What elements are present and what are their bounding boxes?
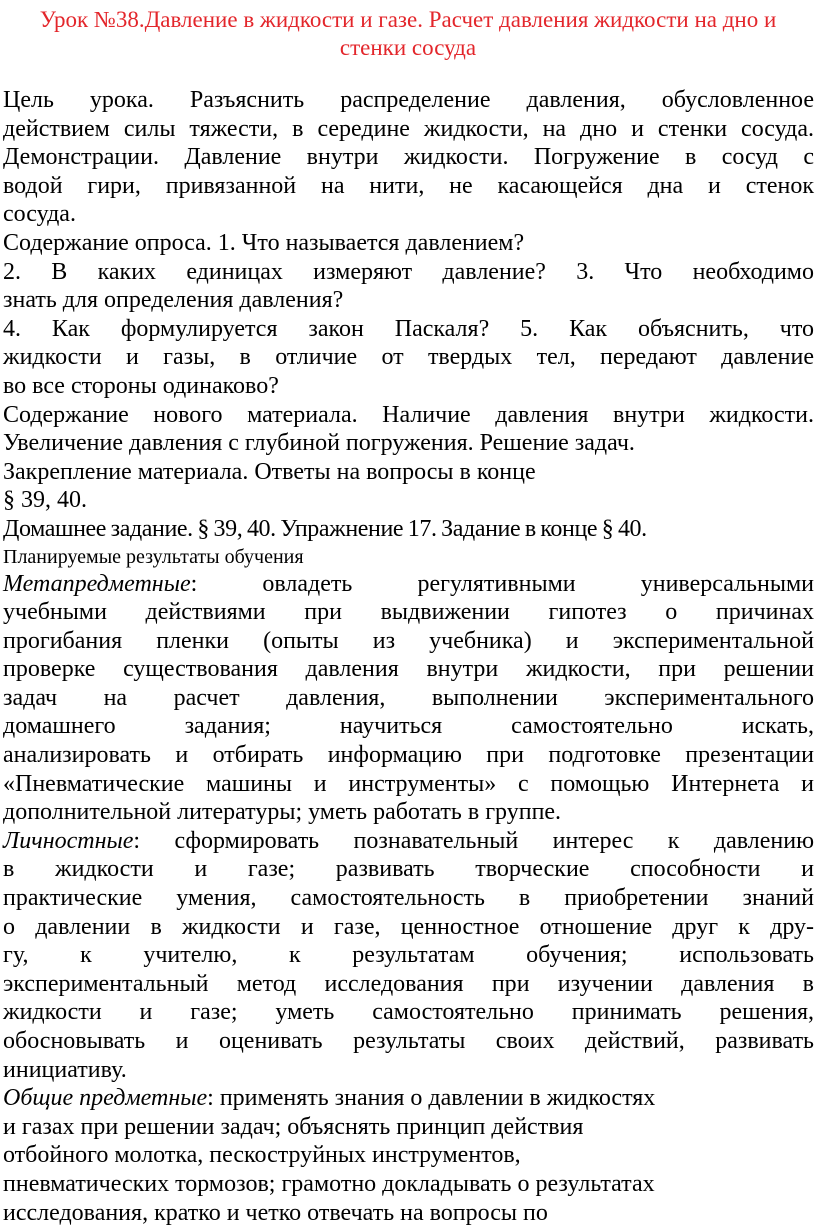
text-line: действием силы тяжести, в середине жидкости, на дно и стенки сосуда.	[3, 115, 814, 142]
lesson-title-line-2: стенки сосуда	[339, 35, 477, 60]
text-line: задач на расчет давления, выполнении экспериментального	[3, 684, 814, 711]
text-line: отбойного молотка, пескоструйных инструментов,	[3, 1142, 521, 1169]
text-line: экспериментальный метод исследования при изучении давления в	[3, 970, 814, 997]
text-line: § 39, 40.	[3, 487, 87, 514]
text-line: Закрепление материала. Ответы на вопросы в конце	[3, 458, 536, 485]
survey-paragraph	[3, 229, 814, 401]
text-line: жидкости и газы, в отличие от твердых тел, передают давление	[3, 344, 814, 371]
text-line: Содержание нового материала. Наличие давления внутри жидкости.	[3, 401, 814, 428]
text-line: Увеличение давления с глубиной погружения. Решение задач.	[3, 430, 635, 457]
text-line: 2. В каких единицах измеряют давление? 3. Что необходимо	[3, 258, 814, 285]
text-line: Общие предметные: применять знания о давлении в жидкостях	[3, 1085, 656, 1112]
text-line: обосновывать и оценивать результаты своих действий, развивать	[3, 1028, 814, 1054]
text-line: о давлении в жидкости и газе, ценностное отношение друг к дру-	[3, 913, 814, 940]
meta-label: Метапредметные	[3, 570, 191, 597]
lesson-title	[0, 6, 816, 62]
text-line: водой гири, привязанной на нити, не касающейся дна и стенок	[3, 172, 814, 199]
text-line: исследования, кратко и четко отвечать на вопросы по	[3, 1199, 548, 1226]
text-line: сосуда.	[3, 201, 76, 228]
text-line: пневматических тормозов; грамотно докладывать о результатах	[3, 1170, 655, 1197]
text-line: прогибания пленки (опыты из учебника) и экспериментальной	[3, 627, 814, 654]
text-line: Личностные: сформировать познавательный интерес к давлению	[3, 827, 814, 854]
text-line: во все стороны одинаково?	[3, 372, 279, 399]
text-line: гу, к учителю, к результатам обучения; использовать	[3, 942, 814, 969]
text-line: 4. Как формулируется закон Паскаля? 5. Как объяснить, что	[3, 315, 814, 342]
consolidation-paragraph	[3, 458, 814, 515]
text-line: «Пневматические машины и инструменты» с помощью Интернета и	[3, 770, 814, 797]
personal-paragraph	[3, 827, 814, 1084]
goal-paragraph	[3, 86, 814, 143]
text-line: в жидкости и газе; развивать творческие способности и	[3, 856, 814, 883]
text-line: Демонстрации. Давление внутри жидкости. Погружение в сосуд с	[3, 144, 814, 171]
text-line: домашнего задания; научиться самостоятельно искать,	[3, 713, 814, 740]
text-line: знать для определения давления?	[3, 287, 344, 314]
text-line: и газах при решении задач; объяснять принцип действия	[3, 1113, 584, 1140]
demo-paragraph	[3, 143, 814, 229]
text-line: Цель урока. Разъяснить распределение давления, обусловленное	[3, 87, 814, 113]
text-line: Метапредметные: овладеть регулятивными универсальными	[3, 570, 814, 597]
subject-label: Общие предметные	[3, 1085, 208, 1112]
text-line: Содержание опроса. 1. Что называется давлением?	[3, 229, 525, 256]
text-line: проверке существования давления внутри жидкости, при решении	[3, 656, 814, 683]
homework-line: Домашнее задание. § 39, 40. Упражнение 17. Задание в конце § 40.	[3, 515, 647, 542]
results-heading: Планируемые результаты обучения	[3, 545, 304, 568]
text-line: жидкости и газе; уметь самостоятельно принимать решения,	[3, 999, 814, 1026]
text-line: практические умения, самостоятельность в приобретении знаний	[3, 885, 814, 912]
text-line: инициативу.	[3, 1056, 127, 1083]
lesson-title-line-1: Урок №38.Давление в жидкости и газе. Расчет давления жидкости на дно и	[39, 7, 777, 32]
new-material-paragraph	[3, 401, 814, 458]
personal-label: Личностные	[3, 827, 134, 854]
meta-subject-paragraph	[3, 570, 814, 827]
document-body	[3, 86, 814, 1227]
text-line: учебными действиями при выдвижении гипотез о причинах	[3, 599, 814, 626]
text-line: дополнительной литературы; уметь работать в группе.	[3, 799, 562, 826]
general-subject-paragraph	[3, 1084, 814, 1227]
text-line: анализировать и отбирать информацию при подготовке презентации	[3, 742, 814, 769]
